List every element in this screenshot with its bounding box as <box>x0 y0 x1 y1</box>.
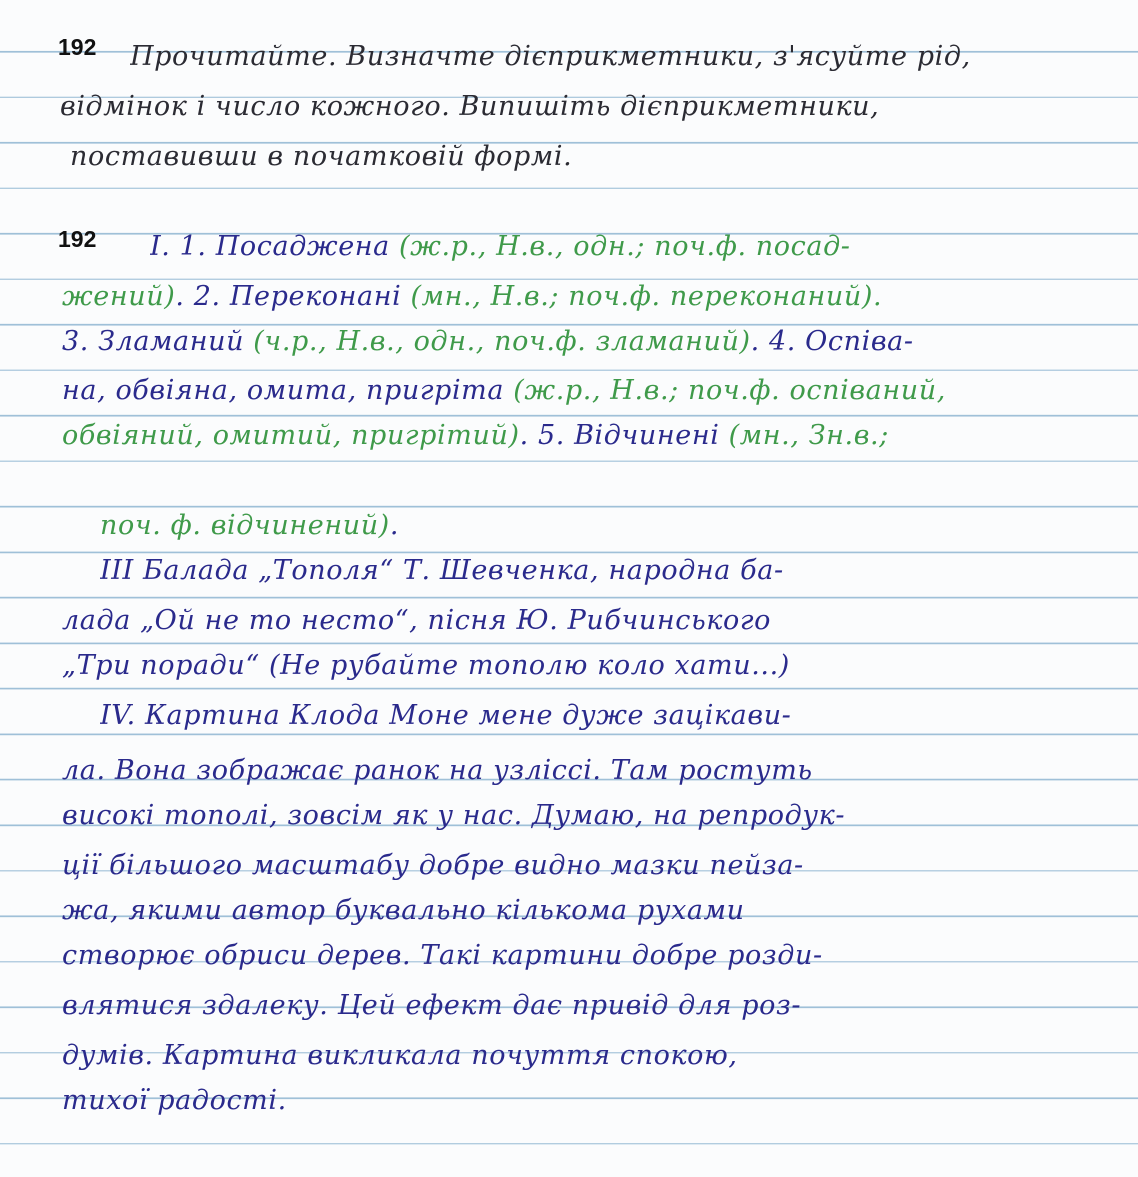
answer-text: . 4. Оспіва- <box>750 326 914 357</box>
grammar-note: поч. ф. відчинений) <box>100 510 390 541</box>
answer-text: лада „Ой не то несто“, пісня Ю. Рибчинського <box>62 605 771 636</box>
answer-text: тихої радості. <box>62 1085 287 1116</box>
answer-number: 192 <box>58 226 97 252</box>
answer-text: 3. Зламаний <box>62 326 254 357</box>
answer-line <box>62 843 1100 889</box>
answer-line <box>62 983 1100 1029</box>
answer-line <box>62 1078 1100 1124</box>
answer-line <box>62 319 1100 365</box>
answer-line <box>62 1033 1100 1079</box>
grammar-note: жений) <box>62 281 176 312</box>
answer-line <box>62 793 1100 839</box>
answer-text: створює обриси дерев. Такі картини добре розди- <box>62 940 823 971</box>
answer-text: думів. Картина викликала почуття спокою, <box>62 1040 738 1071</box>
grammar-note: обвіяний, омитий, пригрітий) <box>62 420 520 451</box>
answer-text: . 2. Переконані <box>175 281 411 312</box>
answer-line <box>100 548 1100 594</box>
answer-line <box>62 888 1100 934</box>
answer-text: І. 1. Посаджена <box>150 231 400 262</box>
answer-text: жа, якими автор буквально кількома рухами <box>62 895 745 926</box>
answer-line <box>62 274 1100 320</box>
answer-text: ції більшого масштабу добре видно мазки пейза- <box>62 850 804 881</box>
answer-text: на, обвіяна, омита, пригріта <box>62 375 514 406</box>
answer-text: IV. Картина Клода Моне мене дуже зацікави- <box>100 700 792 731</box>
answer-line <box>100 503 1100 549</box>
grammar-note: (мн., Н.в.; поч.ф. переконаний). <box>410 281 883 312</box>
task-line: відмінок і число кожного. Випишіть дієприкметники, <box>60 91 880 122</box>
answer-line <box>150 224 1100 270</box>
answer-line <box>100 693 1100 739</box>
grammar-note: (мн., Зн.в.; <box>728 420 889 451</box>
answer-text: влятися здалеку. Цей ефект дає привід для роз- <box>62 990 802 1021</box>
answer-line <box>62 933 1100 979</box>
answer-line <box>62 368 1100 414</box>
task-line: Прочитайте. Визначте дієприкметники, з'ясуйте рід, <box>130 41 971 72</box>
answer-line <box>62 748 1100 794</box>
answer-line <box>62 413 1100 459</box>
grammar-note: (ж.р., Н.в., одн.; поч.ф. посад- <box>399 231 851 262</box>
answer-text: високі тополі, зовсім як у нас. Думаю, на репродук- <box>62 800 846 831</box>
task-number: 192 <box>58 34 97 60</box>
answer-text: ла. Вона зображає ранок на узліссі. Там ростуть <box>62 755 813 786</box>
answer-line <box>62 598 1100 644</box>
answer-text: . 5. Відчинені <box>519 420 729 451</box>
grammar-note: (ч.р., Н.в., одн., поч.ф. зламаний) <box>253 326 751 357</box>
answer-line <box>62 643 1100 689</box>
answer-text: „Три поради“ (Не рубайте тополю коло хати...) <box>62 650 790 681</box>
grammar-note: (ж.р., Н.в.; поч.ф. оспіваний, <box>513 375 946 406</box>
answer-text: ІІІ Балада „Тополя“ Т. Шевченка, народна ба- <box>100 555 784 586</box>
answer-text: . <box>389 510 399 541</box>
task-line: поставивши в початковій формі. <box>70 141 573 172</box>
